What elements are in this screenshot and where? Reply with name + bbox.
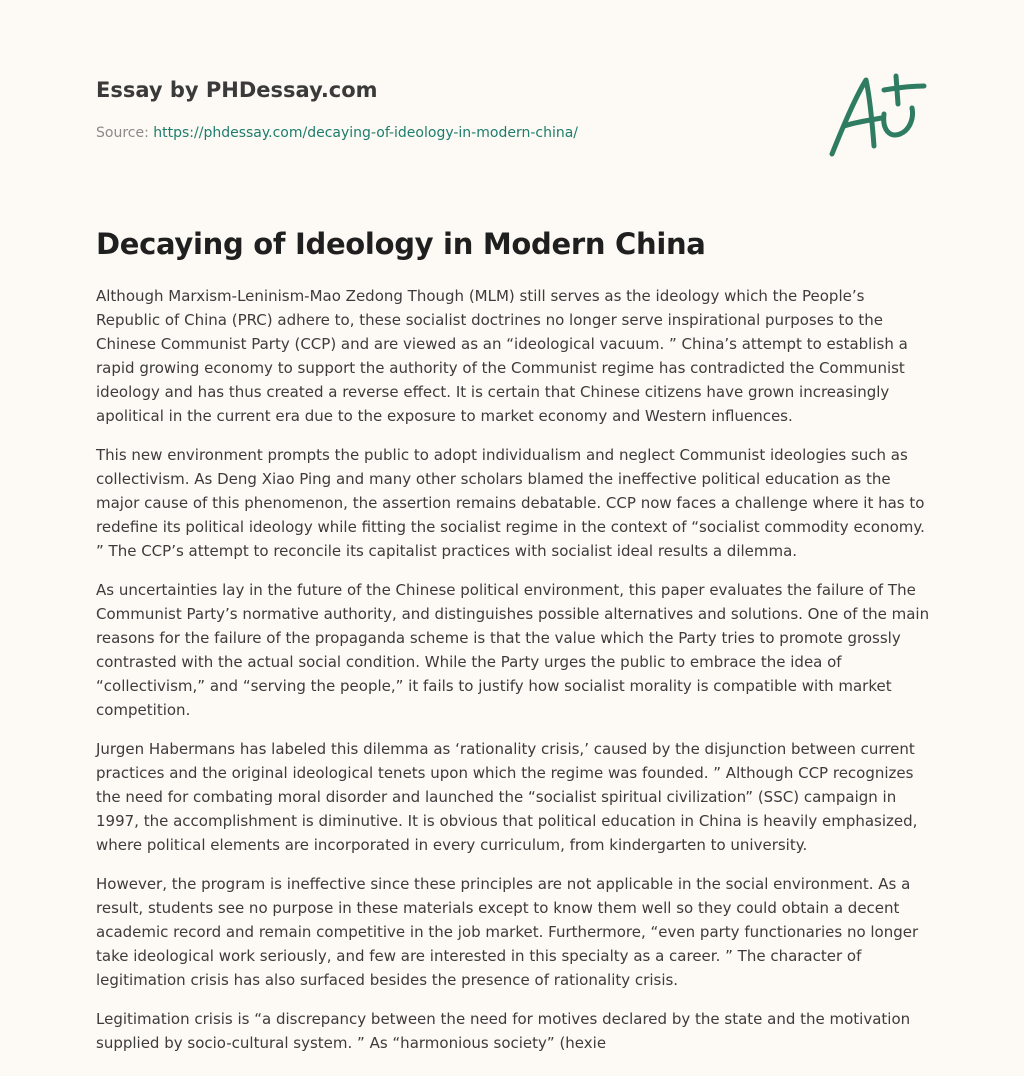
paragraph: Legitimation crisis is “a discrepancy between the need for motives declared by the state and the motivation supplied by socio-cultural system. ” As “harmonious society” (hexie bbox=[96, 1010, 911, 1052]
paragraph: Although Marxism-Leninism-Mao Zedong Though (MLM) still serves as the ideology which the People’s Republic of China (PRC) adhere to, these socialist doctrines no longer serve inspirational purposes to the Chinese Communist Party (CCP) and are viewed as an “ideological vacuum. ” China’s attempt to establish a rapid growing economy to support the authority of the Communist regime has contradicted the Communist ideology and has thus created a reverse effect. It is certain that Chinese citizens have grown increasingly apolitical in the current era due to the exposure to market economy and Western influences. bbox=[96, 287, 908, 425]
source-label: Source: bbox=[96, 125, 154, 141]
paragraph: This new environment prompts the public to adopt individualism and neglect Communist ideologies such as collectivism. As Deng Xiao Ping and many other scholars blamed the ineffective political education as the major cause of this phenomenon, the assertion remains debatable. CCP now faces a challenge where it has to redefine its political ideology while fitting the socialist regime in the context of “socialist commodity economy. ” The CCP’s attempt to reconcile its capitalist practices with socialist ideal results a dilemma. bbox=[96, 446, 925, 560]
source-link[interactable]: https://phdessay.com/decaying-of-ideology-in-modern-china/ bbox=[153, 125, 579, 141]
essay-body bbox=[96, 284, 932, 1070]
site-brand: Essay by PHDessay.com bbox=[96, 78, 378, 102]
paragraph: As uncertainties lay in the future of the Chinese political environment, this paper evaluates the failure of The Communist Party’s normative authority, and distinguishes possible alternatives and solutions. One of the main reasons for the failure of the propaganda scheme is that the value which the Party tries to promote grossly contrasted with the actual social condition. While the Party urges the public to embrace the idea of “collectivism,” and “serving the people,” it fails to justify how socialist morality is compatible with market competition. bbox=[96, 581, 930, 719]
a-plus-logo-icon bbox=[826, 68, 930, 164]
source-line bbox=[96, 123, 578, 143]
paragraph: Jurgen Habermans has labeled this dilemma as ‘rationality crisis,’ caused by the disjunction between current practices and the original ideological tenets upon which the regime was founded. ” Although CCP recognizes the need for combating moral disorder and launched the “socialist spiritual civilization” (SSC) campaign in 1997, the accomplishment is diminutive. It is obvious that political education in China is heavily emphasized, where political elements are incorporated in every curriculum, from kindergarten to university. bbox=[96, 740, 918, 854]
essay-header bbox=[96, 76, 928, 176]
essay-title: Decaying of Ideology in Modern China bbox=[96, 227, 706, 261]
paragraph: However, the program is ineffective since these principles are not applicable in the social environment. As a result, students see no purpose in these materials except to know them well so they could obtain a decent academic record and remain competitive in the job market. Furthermore, “even party functionaries no longer take ideological work seriously, and few are interested in this specialty as a career. ” The character of legitimation crisis has also surfaced besides the presence of rationality crisis. bbox=[96, 875, 919, 989]
